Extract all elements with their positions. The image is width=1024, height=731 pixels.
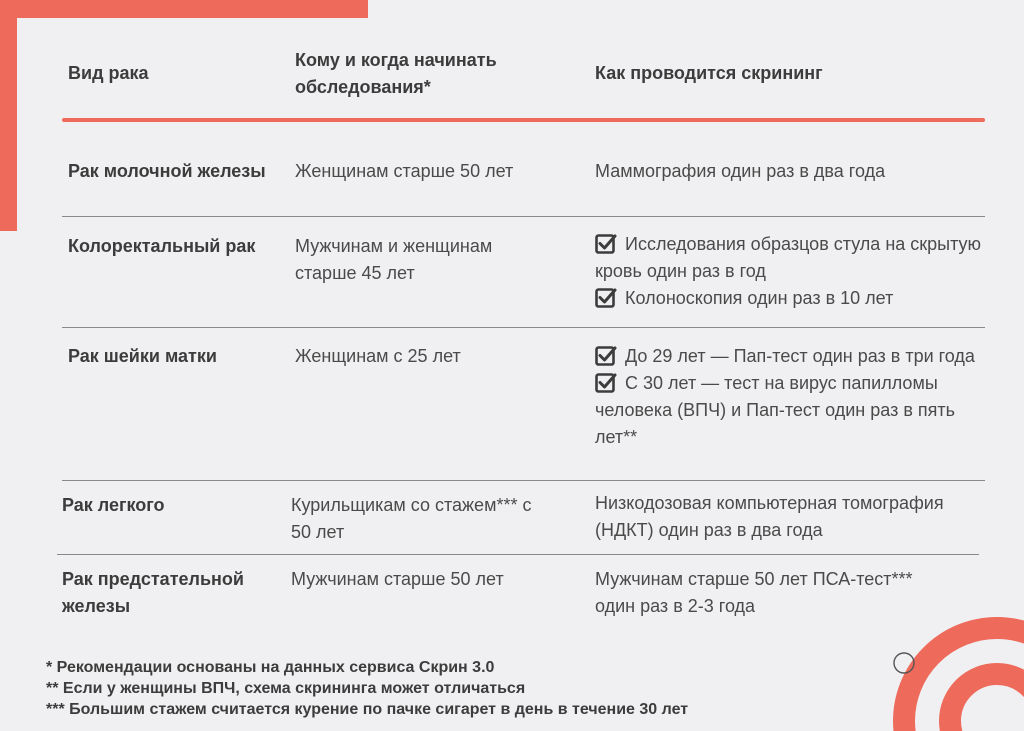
list-item bbox=[595, 370, 995, 451]
row-colorectal-how bbox=[595, 231, 995, 312]
footnote: *** Большим стажем считается курение по пачке сигарет в день в течение 30 лет bbox=[46, 701, 689, 718]
checkbox-icon bbox=[595, 344, 617, 366]
list-item-text: Исследования образцов стула на скрытую кровь один раз в год bbox=[595, 234, 982, 281]
row-colorectal-who: Мужчинам и женщинам старше 45 лет bbox=[295, 236, 493, 283]
row-prostate-who: Мужчинам старше 50 лет bbox=[291, 569, 504, 589]
footnotes bbox=[46, 657, 688, 720]
footnote: ** Если у женщины ВПЧ, схема скрининга может отличаться bbox=[46, 680, 526, 697]
list-item-text: Колоноскопия один раз в 10 лет bbox=[625, 288, 894, 308]
row-colorectal-type: Колоректальный рак bbox=[68, 236, 256, 256]
accent-bar-left bbox=[0, 0, 17, 231]
list-item bbox=[595, 285, 995, 312]
footnote: * Рекомендации основаны на данных сервиса Скрин 3.0 bbox=[46, 659, 495, 676]
row-breast-who: Женщинам старше 50 лет bbox=[295, 161, 514, 181]
row-lung-how: Низкодозовая компьютерная томография (НДКТ) один раз в два года bbox=[595, 493, 944, 540]
row-breast-how: Маммография один раз в два года bbox=[595, 161, 886, 181]
header-how: Как проводится скрининг bbox=[595, 63, 823, 83]
header-who-when: Кому и когда начинать обследования* bbox=[295, 50, 497, 97]
row-prostate-type: Рак предстательной железы bbox=[62, 569, 244, 616]
header-cancer-type: Вид рака bbox=[68, 63, 149, 83]
list-item bbox=[595, 343, 995, 370]
checkbox-icon bbox=[595, 232, 617, 254]
row-breast-type: Рак молочной железы bbox=[68, 161, 266, 181]
row-prostate-how: Мужчинам старше 50 лет ПСА-тест*** один раз в 2-3 года bbox=[595, 569, 913, 616]
header-divider bbox=[62, 118, 985, 122]
checkbox-icon bbox=[595, 286, 617, 308]
row-lung-who: Курильщикам со стажем*** с 50 лет bbox=[291, 495, 532, 542]
list-item-text: До 29 лет — Пап-тест один раз в три года bbox=[625, 346, 975, 366]
list-item-text: С 30 лет — тест на вирус папилломы человека (ВПЧ) и Пап-тест один раз в пять лет** bbox=[595, 373, 955, 447]
row-divider bbox=[62, 327, 985, 328]
accent-bar-top bbox=[0, 0, 368, 18]
list-item bbox=[595, 231, 995, 285]
target-decoration bbox=[893, 614, 1024, 731]
row-cervical-type: Рак шейки матки bbox=[68, 346, 217, 366]
row-lung-type: Рак легкого bbox=[62, 495, 165, 515]
row-cervical-how bbox=[595, 343, 995, 451]
row-divider bbox=[62, 216, 985, 217]
row-divider bbox=[57, 554, 979, 555]
row-divider bbox=[62, 480, 985, 481]
checkbox-icon bbox=[595, 371, 617, 393]
row-cervical-who: Женщинам с 25 лет bbox=[295, 346, 461, 366]
